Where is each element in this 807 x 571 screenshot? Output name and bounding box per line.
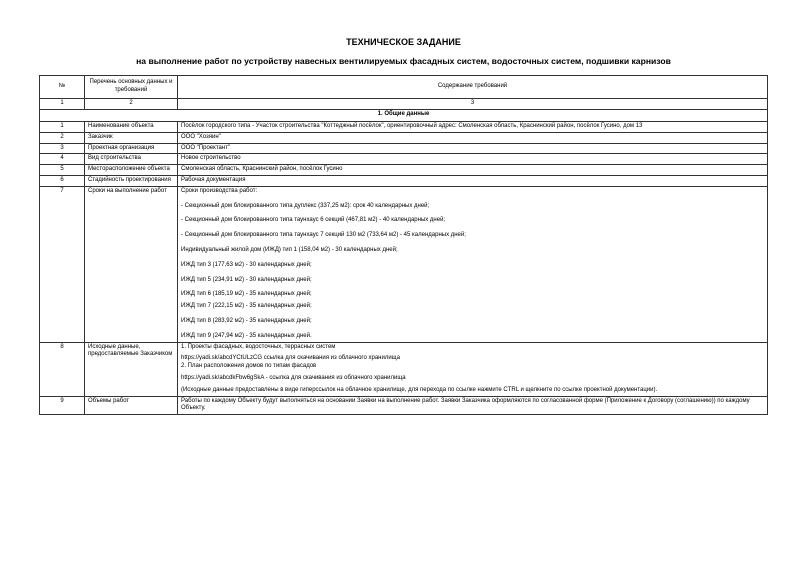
row-number: 3 xyxy=(40,143,85,154)
text-line: - Секционный дом блокированного типа таунхаус 7 секций 130 м2 (733,64 м2) - 45 календарных дней; xyxy=(181,232,466,239)
row-number: 9 xyxy=(40,396,85,415)
row-number: 4 xyxy=(40,154,85,165)
table-row xyxy=(40,154,768,165)
row-content xyxy=(178,186,768,342)
row-number: 2 xyxy=(40,132,85,143)
document-title: ТЕХНИЧЕСКОЕ ЗАДАНИЕ xyxy=(346,37,461,47)
text-line: 1. Проекты фасадных, водосточных, террасных систем xyxy=(181,343,336,350)
row-name: Месторасположение объекта xyxy=(85,165,178,176)
header-number: № xyxy=(40,76,85,99)
text-line: - Секционный дом блокированного типа дуплекс (337,25 м2): срок 40 календарных дней; xyxy=(181,202,430,209)
row-content: Работы по каждому Объекту будут выполняться на основании Заявки на выполнение работ. Заявки Заказчика оформляются по согласованной форме (Приложение к Договору (соглашению)) по каждому Объекту. xyxy=(178,396,768,415)
row-name: Стадийность проектирования xyxy=(85,175,178,186)
header-content: Содержание требований xyxy=(178,76,768,99)
table-row xyxy=(40,122,768,133)
requirements-table xyxy=(39,75,768,415)
text-line: - Секционный дом блокированного типа таунхаус 6 секций (467,81 м2) - 40 календарных дней; xyxy=(181,217,446,224)
row-content xyxy=(178,342,768,396)
text-line: ИЖД тип 3 (177,63 м2) - 30 календарных дней; xyxy=(181,261,312,268)
row-name: Исходные данные, предоставляемые Заказчиком xyxy=(85,342,178,396)
row-name: Сроки на выполнение работ xyxy=(85,186,178,342)
row-content: ООО "Хозяин" xyxy=(178,132,768,143)
table-row xyxy=(40,143,768,154)
source-link-1[interactable]: https://yadi.sk/abcdYCtULzCG ссылка для скачивания из облачного хранилища xyxy=(181,355,400,362)
header-list: Перечень основных данных и требований xyxy=(85,76,178,99)
text-line: Сроки производства работ: xyxy=(181,187,258,194)
row-name: Наименование объекта xyxy=(85,122,178,133)
row-content: ООО "Проектант" xyxy=(178,143,768,154)
row-number: 5 xyxy=(40,165,85,176)
column-number-row xyxy=(40,99,768,110)
table-header-row xyxy=(40,76,768,99)
text-line: ИЖД тип 9 (247,94 м2) - 35 календарных дней. xyxy=(181,332,312,339)
text-line: ИЖД тип 5 (234,91 м2) - 30 календарных дней; xyxy=(181,276,312,283)
table-row xyxy=(40,186,768,342)
text-line: ИЖД тип 6 (185,19 м2) - 35 календарных дней; xyxy=(181,291,312,298)
col-number-2: 2 xyxy=(85,99,178,110)
section-title: 1. Общие данные xyxy=(40,110,768,122)
text-line: Индивидуальный жилой дом (ИЖД) тип 1 (158,04 м2) - 30 календарных дней; xyxy=(181,246,398,253)
row-content: Смоленская область, Краснинский район, посёлок Гусино xyxy=(178,165,768,176)
table-row xyxy=(40,175,768,186)
text-line: (Исходные данные предоставлены в виде гиперссылок на облачное хранилище, для перехода по ссылке нажмите CTRL и щелкните по ссылке проектной документации). xyxy=(181,386,658,393)
col-number-3: 3 xyxy=(178,99,768,110)
section-row xyxy=(40,110,768,122)
text-line: ИЖД тип 8 (283,92 м2) - 35 календарных дней; xyxy=(181,317,312,324)
row-name: Заказчик xyxy=(85,132,178,143)
table-row xyxy=(40,132,768,143)
source-link-2[interactable]: https://yadi.sk/abcdkFbw6gSkA - ссылка для скачивания из облачного хранилища xyxy=(181,374,406,381)
row-number: 8 xyxy=(40,342,85,396)
row-name: Объемы работ xyxy=(85,396,178,415)
row-name: Проектная организация xyxy=(85,143,178,154)
row-number: 7 xyxy=(40,186,85,342)
text-line: 2. План расположения домов по типам фасадов xyxy=(181,363,317,370)
row-name: Вид строительства xyxy=(85,154,178,165)
text-line: ИЖД тип 7 (222,15 м2) - 35 календарных дней; xyxy=(181,303,312,310)
row-content: Рабочая документация xyxy=(178,175,768,186)
document-subtitle: на выполнение работ по устройству навесных вентилируемых фасадных систем, водосточных систем, подшивки карнизов xyxy=(136,56,671,66)
col-number-1: 1 xyxy=(40,99,85,110)
table-row xyxy=(40,342,768,396)
row-content: Посёлок городского типа - Участок строительства "Коттеджный посёлок", ориентировочный адрес: Смоленская область, Краснинский район, посёлок Гусино, дом 13 xyxy=(178,122,768,133)
row-number: 1 xyxy=(40,122,85,133)
table-row xyxy=(40,165,768,176)
row-number: 6 xyxy=(40,175,85,186)
table-row xyxy=(40,396,768,415)
row-content: Новое строительство xyxy=(178,154,768,165)
